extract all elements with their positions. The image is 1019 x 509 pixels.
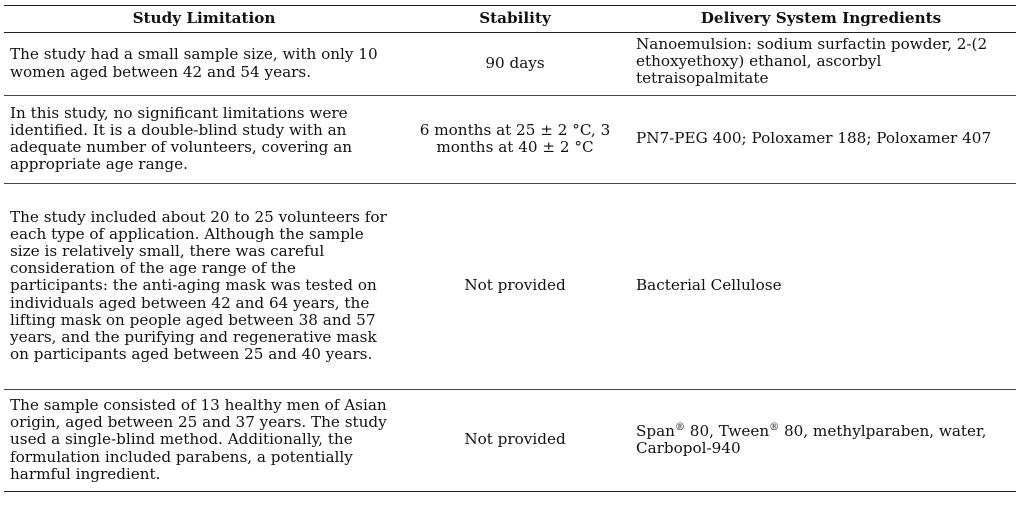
header-stability: Stability [404, 6, 626, 33]
cell-delivery-ingredients: Nanoemulsion: sodium surfactin powder, 2-(2 ethoxyethoxy) ethanol, ascorbyl tetraisopalmitate [626, 33, 1016, 96]
table-row [4, 184, 1016, 390]
cell-delivery-ingredients: Bacterial Cellulose [626, 184, 1016, 390]
cell-stability: Not provided [404, 390, 626, 492]
table-row [4, 33, 1016, 96]
study-limitations-table [4, 5, 1016, 492]
cell-study-limitation: The sample consisted of 13 healthy men of Asian origin, aged between 25 and 37 years. The study used a single-blind method. Additionally, the formulation included parabens, a potentially harmful ingredient. [4, 390, 404, 492]
registered-mark: ® [769, 421, 780, 433]
header-delivery-system-ingredients: Delivery System Ingredients [626, 6, 1016, 33]
registered-mark: ® [674, 421, 685, 433]
cell-delivery-ingredients: PN7-PEG 400; Poloxamer 188; Poloxamer 407 [626, 96, 1016, 184]
cell-delivery-ingredients [626, 390, 1016, 492]
ingredient-tween: 80, Tween [684, 421, 770, 440]
cell-study-limitation: The study had a small sample size, with only 10 women aged between 42 and 54 years. [4, 33, 404, 96]
cell-study-limitation: In this study, no significant limitations were identified. It is a double-blind study with an adequate number of volunteers, covering an appropriate age range. [4, 96, 404, 184]
study-table-container [4, 5, 1016, 492]
table-row [4, 96, 1016, 184]
cell-study-limitation: The study included about 20 to 25 volunteers for each type of application. Although the sample size is relatively small, there was careful consideration of the age range of the participants: the anti-aging mask was tested on individuals aged between 42 and 64 years, the lifting mask on people aged between 38 and 57 years, and the purifying and regenerative mask on participants aged between 25 and 40 years. [4, 184, 404, 390]
table-header-row [4, 6, 1016, 33]
header-study-limitation: Study Limitation [4, 6, 404, 33]
ingredient-span: Span [636, 421, 675, 440]
cell-stability: Not provided [404, 184, 626, 390]
table-row [4, 390, 1016, 492]
cell-stability: 90 days [404, 33, 626, 96]
ingredient-rest: 80, methylparaben, water, Carbopol-940 [636, 421, 987, 457]
cell-stability: 6 months at 25 ± 2 °C, 3 months at 40 ± 2 °C [404, 96, 626, 184]
